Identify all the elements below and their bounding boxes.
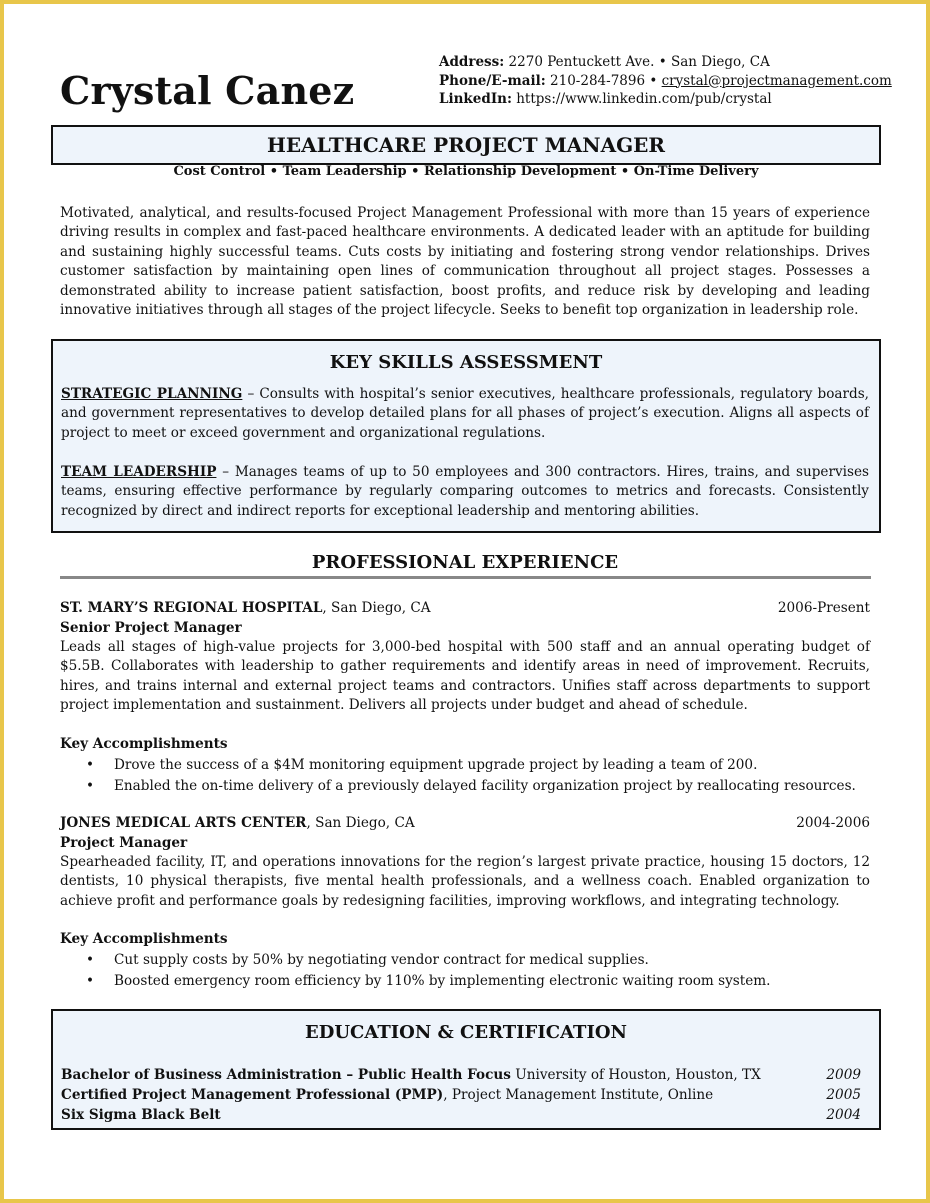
education-year: 2004 bbox=[826, 1107, 861, 1123]
institution: , Project Management Institute, Online bbox=[443, 1087, 714, 1103]
candidate-name: Crystal Canez bbox=[60, 68, 355, 113]
skills-heading: KEY SKILLS ASSESSMENT bbox=[329, 352, 603, 373]
accomplishments-list bbox=[60, 950, 880, 992]
section-divider bbox=[60, 576, 871, 579]
job-description: Spearheaded facility, IT, and operations innovations for the region’s largest private practice, housing 15 doctors, 12 dentists, 10 physical therapists, five mental health professionals, and a wellness coach. Enabled organization to achieve profit and performance goals by redesigning facilities, improving workflows, and integrating technology. bbox=[60, 854, 870, 909]
contact-block bbox=[439, 53, 892, 109]
accomplishments-heading: Key Accomplishments bbox=[60, 736, 228, 752]
job-dates: 2006-Present bbox=[777, 600, 870, 616]
skill-item bbox=[61, 463, 869, 521]
accomplishment-item bbox=[60, 776, 880, 797]
address-label: Address: bbox=[439, 54, 505, 70]
tagline: Cost Control • Team Leadership • Relationship Development • On-Time Delivery bbox=[173, 164, 759, 179]
accomplishments-heading: Key Accomplishments bbox=[60, 931, 228, 947]
employer-location: , San Diego, CA bbox=[306, 815, 415, 831]
skill-label: STRATEGIC PLANNING bbox=[61, 386, 243, 402]
job-title: Senior Project Manager bbox=[60, 620, 242, 636]
linkedin-value: https://www.linkedin.com/pub/crystal bbox=[516, 91, 772, 107]
bullet-icon: • bbox=[86, 973, 95, 989]
address-line bbox=[439, 53, 892, 72]
accomplishment-text: Enabled the on-time delivery of a previously delayed facility organization project by reallocating resources. bbox=[114, 778, 856, 794]
skill-text: – Manages teams of up to 50 employees and 300 contractors. Hires, trains, and supervises teams, ensuring effective performance by regularly comparing outcomes to metrics and forecasts. Consistently recognized by direct and indirect reports for exceptional leadership and mentoring abilities. bbox=[61, 464, 869, 519]
accomplishment-item bbox=[60, 971, 880, 992]
accomplishment-text: Cut supply costs by 50% by negotiating vendor contract for medical supplies. bbox=[114, 952, 649, 968]
bullet-icon: • bbox=[86, 952, 95, 968]
job-target-title: HEALTHCARE PROJECT MANAGER bbox=[266, 133, 666, 157]
linkedin-line bbox=[439, 90, 892, 109]
employer-location: , San Diego, CA bbox=[322, 600, 431, 616]
institution: University of Houston, Houston, TX bbox=[510, 1067, 761, 1083]
skill-item bbox=[61, 385, 869, 443]
education-item bbox=[61, 1087, 867, 1103]
linkedin-label: LinkedIn: bbox=[439, 91, 512, 107]
job-description: Leads all stages of high-value projects for 3,000-bed hospital with 500 staff and an annual operating budget of $5.5B. Collaborates with leadership to gather requirements and identify areas in need of improvement. Recruits, hires, and trains internal and external project teams and contractors. Unifies staff across departments to support project implementation and sustainment. Delivers all projects under budget and ahead of schedule. bbox=[60, 639, 870, 714]
bullet-icon: • bbox=[86, 778, 95, 794]
accomplishments-list bbox=[60, 755, 880, 797]
education-heading: EDUCATION & CERTIFICATION bbox=[304, 1022, 628, 1043]
address-value: 2270 Pentuckett Ave. • San Diego, CA bbox=[508, 54, 770, 70]
education-year: 2005 bbox=[826, 1087, 861, 1103]
job-title: Project Manager bbox=[60, 835, 188, 851]
education-year: 2009 bbox=[826, 1067, 861, 1083]
education-box bbox=[51, 1009, 881, 1130]
employer-name: ST. MARY’S REGIONAL HOSPITAL bbox=[60, 600, 323, 616]
education-item bbox=[61, 1067, 867, 1083]
accomplishment-text: Drove the success of a $4M monitoring equipment upgrade project by leading a team of 200. bbox=[114, 757, 758, 773]
degree-name: Bachelor of Business Administration – Public Health Focus bbox=[61, 1067, 511, 1083]
degree-name: Six Sigma Black Belt bbox=[61, 1107, 221, 1123]
email-link[interactable]: crystal@projectmanagement.com bbox=[661, 72, 892, 89]
title-box bbox=[51, 125, 881, 165]
degree-name: Certified Project Management Professional (PMP) bbox=[61, 1087, 444, 1103]
phone-line bbox=[439, 72, 892, 91]
accomplishment-item bbox=[60, 755, 880, 776]
accomplishment-text: Boosted emergency room efficiency by 110% by implementing electronic waiting room system. bbox=[114, 973, 771, 989]
job-header bbox=[60, 815, 870, 831]
bullet-icon: • bbox=[86, 757, 95, 773]
job-header bbox=[60, 600, 870, 616]
skill-label: TEAM LEADERSHIP bbox=[61, 464, 217, 480]
skills-box bbox=[51, 339, 881, 533]
education-item bbox=[61, 1107, 867, 1123]
accomplishment-item bbox=[60, 950, 880, 971]
employer-name: JONES MEDICAL ARTS CENTER bbox=[60, 815, 307, 831]
job-dates: 2004-2006 bbox=[796, 815, 870, 831]
skill-text: – Consults with hospital’s senior executives, healthcare professionals, regulatory boards, and government representatives to develop detailed plans for all phases of project’s execution. Aligns all aspects of project to meet or exceed government and organizational regulations. bbox=[61, 386, 869, 441]
phone-label: Phone/E-mail: bbox=[439, 72, 546, 89]
experience-heading: PROFESSIONAL EXPERIENCE bbox=[311, 552, 619, 573]
phone-value: 210-284-7896 • bbox=[550, 72, 658, 89]
summary-paragraph: Motivated, analytical, and results-focused Project Management Professional with more than 15 years of experience driving results in complex and fast-paced healthcare environments. A dedicated leader with an aptitude for building and sustaining highly successful teams. Cuts costs by initiating and fostering strong vendor relationships. Drives customer satisfaction by maintaining open lines of communication throughout all project stages. Possesses a demonstrated ability to increase patient satisfaction, boost profits, and reduce risk by developing and leading innovative initiatives through all stages of the project lifecycle. Seeks to benefit top organization in leadership role. bbox=[60, 205, 870, 319]
